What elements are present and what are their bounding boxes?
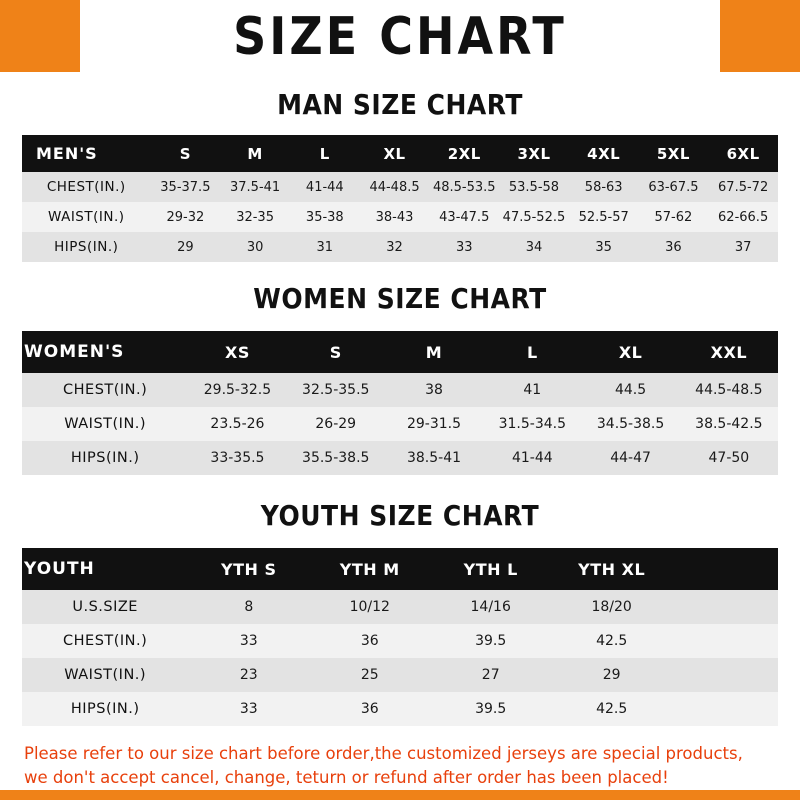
youth-col-0: YTH S (188, 548, 309, 590)
women-r1c2: 29-31.5 (385, 407, 483, 441)
youth-r1-spacer (672, 624, 778, 658)
women-r1c4: 34.5-38.5 (581, 407, 679, 441)
youth-r2c3: 29 (551, 658, 672, 692)
table-header-row (22, 548, 778, 590)
man-r2c4: 33 (429, 232, 499, 262)
youth-r1c1: 36 (309, 624, 430, 658)
table-row (22, 232, 778, 262)
youth-r0c2: 14/16 (430, 590, 551, 624)
youth-col-spacer (672, 548, 778, 590)
youth-r2c2: 27 (430, 658, 551, 692)
man-r1c8: 62-66.5 (708, 202, 778, 232)
man-r0c2: 41-44 (290, 172, 360, 202)
youth-row-0-label: U.S.SIZE (22, 590, 188, 624)
man-r1c0: 29-32 (151, 202, 221, 232)
man-row-1-label: WAIST(IN.) (22, 202, 151, 232)
content-area (0, 72, 800, 790)
table-header-row (22, 135, 778, 172)
table-row (22, 172, 778, 202)
man-col-0: S (151, 135, 221, 172)
man-r2c1: 30 (220, 232, 290, 262)
youth-r3c0: 33 (188, 692, 309, 726)
women-row-2-label: HIPS(IN.) (22, 441, 188, 475)
man-r1c2: 35-38 (290, 202, 360, 232)
man-r1c3: 38-43 (360, 202, 430, 232)
youth-row-1-label: CHEST(IN.) (22, 624, 188, 658)
table-row (22, 373, 778, 407)
women-r2c3: 41-44 (483, 441, 581, 475)
man-col-2: L (290, 135, 360, 172)
table-row (22, 692, 778, 726)
women-col-1: S (287, 331, 385, 373)
women-r0c4: 44.5 (581, 373, 679, 407)
man-col-3: XL (360, 135, 430, 172)
man-col-1: M (220, 135, 290, 172)
youth-row-2-label: WAIST(IN.) (22, 658, 188, 692)
youth-r3c3: 42.5 (551, 692, 672, 726)
man-table-head (22, 135, 778, 172)
table-row (22, 624, 778, 658)
man-col-7: 5XL (639, 135, 709, 172)
man-r0c4: 48.5-53.5 (429, 172, 499, 202)
youth-r3c1: 36 (309, 692, 430, 726)
women-row-1-label: WAIST(IN.) (22, 407, 188, 441)
man-col-8: 6XL (708, 135, 778, 172)
youth-col-3: YTH XL (551, 548, 672, 590)
table-header-row (22, 331, 778, 373)
man-r0c0: 35-37.5 (151, 172, 221, 202)
man-r1c1: 32-35 (220, 202, 290, 232)
man-col-4: 2XL (429, 135, 499, 172)
youth-r1c0: 33 (188, 624, 309, 658)
women-r1c5: 38.5-42.5 (680, 407, 778, 441)
man-r0c3: 44-48.5 (360, 172, 430, 202)
women-r1c3: 31.5-34.5 (483, 407, 581, 441)
women-col-3: L (483, 331, 581, 373)
youth-r2-spacer (672, 658, 778, 692)
man-row-0-label: CHEST(IN.) (22, 172, 151, 202)
man-r2c8: 37 (708, 232, 778, 262)
women-table-head (22, 331, 778, 373)
man-r0c5: 53.5-58 (499, 172, 569, 202)
youth-r2c0: 23 (188, 658, 309, 692)
youth-section-title: YOUTH SIZE CHART (260, 499, 540, 532)
man-col-6: 4XL (569, 135, 639, 172)
man-col-5: 3XL (499, 135, 569, 172)
order-policy-note (22, 742, 778, 790)
man-r0c8: 67.5-72 (708, 172, 778, 202)
man-r1c6: 52.5-57 (569, 202, 639, 232)
women-row-header-label: WOMEN'S (22, 331, 188, 373)
man-section-title: MAN SIZE CHART (277, 88, 523, 121)
note-line-2: we don't accept cancel, change, teturn or refund after order has been placed! (24, 767, 669, 787)
man-r1c4: 43-47.5 (429, 202, 499, 232)
man-table-body (22, 172, 778, 262)
youth-r0c1: 10/12 (309, 590, 430, 624)
man-r2c3: 32 (360, 232, 430, 262)
table-row (22, 202, 778, 232)
women-col-4: XL (581, 331, 679, 373)
women-table-body (22, 373, 778, 475)
header-banner (0, 0, 800, 72)
man-r2c2: 31 (290, 232, 360, 262)
table-row (22, 658, 778, 692)
youth-row-header-label: YOUTH (22, 548, 188, 590)
table-row (22, 407, 778, 441)
youth-row-3-label: HIPS(IN.) (22, 692, 188, 726)
women-col-0: XS (188, 331, 286, 373)
women-r0c5: 44.5-48.5 (680, 373, 778, 407)
note-line-1: Please refer to our size chart before order,the customized jerseys are special products, (24, 744, 743, 763)
youth-size-table (22, 548, 778, 726)
man-row-header-label: MEN'S (22, 135, 151, 172)
women-r0c3: 41 (483, 373, 581, 407)
youth-r2c1: 25 (309, 658, 430, 692)
women-row-0-label: CHEST(IN.) (22, 373, 188, 407)
man-r0c7: 63-67.5 (639, 172, 709, 202)
man-r0c6: 58-63 (569, 172, 639, 202)
women-r0c2: 38 (385, 373, 483, 407)
man-r1c5: 47.5-52.5 (499, 202, 569, 232)
man-r2c0: 29 (151, 232, 221, 262)
table-row (22, 441, 778, 475)
header-banner-inner (80, 0, 720, 72)
page-title: SIZE CHART (233, 5, 567, 67)
women-r2c0: 33-35.5 (188, 441, 286, 475)
women-r0c1: 32.5-35.5 (287, 373, 385, 407)
women-section-title: WOMEN SIZE CHART (253, 282, 547, 315)
women-r0c0: 29.5-32.5 (188, 373, 286, 407)
footer-bar (0, 790, 800, 800)
youth-r1c2: 39.5 (430, 624, 551, 658)
women-r1c1: 26-29 (287, 407, 385, 441)
man-r2c7: 36 (639, 232, 709, 262)
man-r2c5: 34 (499, 232, 569, 262)
man-row-2-label: HIPS(IN.) (22, 232, 151, 262)
women-r2c5: 47-50 (680, 441, 778, 475)
man-r0c1: 37.5-41 (220, 172, 290, 202)
man-size-table (22, 135, 778, 262)
youth-col-1: YTH M (309, 548, 430, 590)
youth-r0-spacer (672, 590, 778, 624)
women-r2c2: 38.5-41 (385, 441, 483, 475)
youth-r3c2: 39.5 (430, 692, 551, 726)
women-col-5: XXL (680, 331, 778, 373)
women-r2c4: 44-47 (581, 441, 679, 475)
women-col-2: M (385, 331, 483, 373)
women-r2c1: 35.5-38.5 (287, 441, 385, 475)
youth-r0c0: 8 (188, 590, 309, 624)
women-size-table (22, 331, 778, 475)
youth-r3-spacer (672, 692, 778, 726)
women-r1c0: 23.5-26 (188, 407, 286, 441)
youth-r0c3: 18/20 (551, 590, 672, 624)
table-row (22, 590, 778, 624)
man-r1c7: 57-62 (639, 202, 709, 232)
youth-table-body (22, 590, 778, 726)
youth-r1c3: 42.5 (551, 624, 672, 658)
man-r2c6: 35 (569, 232, 639, 262)
youth-col-2: YTH L (430, 548, 551, 590)
youth-table-head (22, 548, 778, 590)
